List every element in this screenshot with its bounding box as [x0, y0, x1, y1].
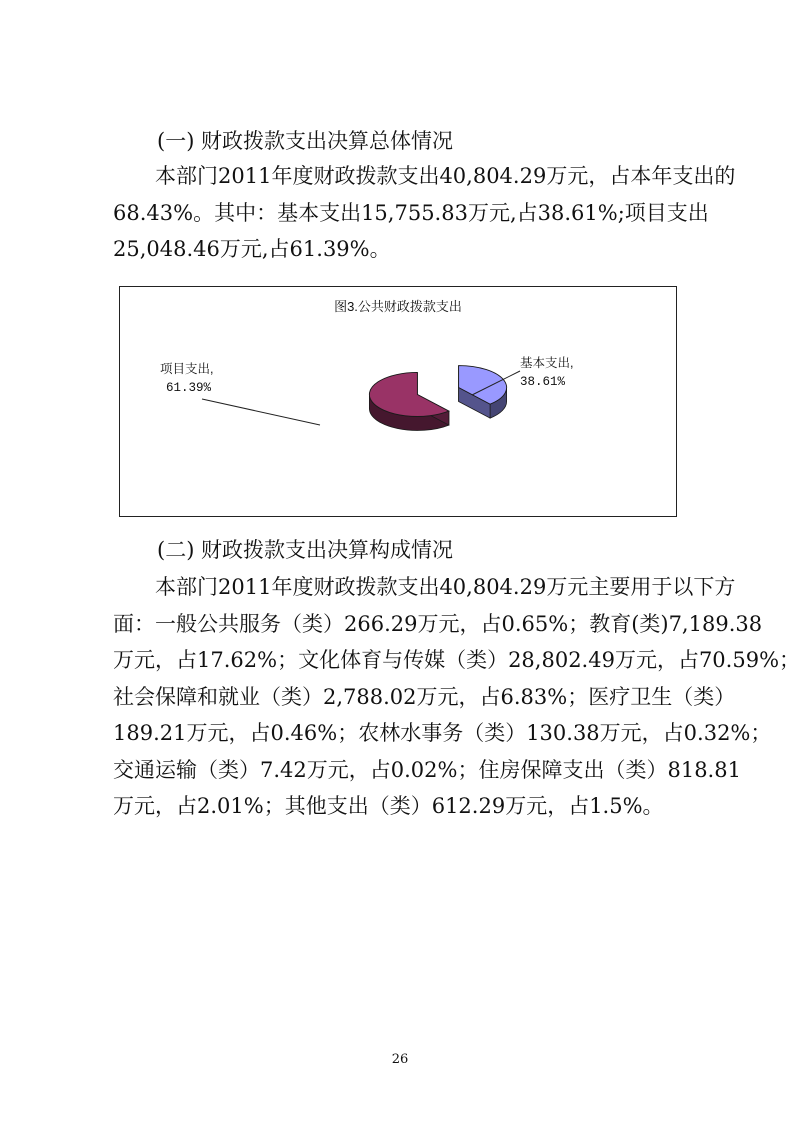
section2-paragraph [113, 569, 800, 825]
slice-value-project: 61.39% [166, 381, 212, 395]
section1-paragraph [113, 158, 736, 268]
paragraph-line: 本部门2011年度财政拨款支出40,804.29万元，占本年支出的 [155, 164, 736, 188]
paragraph-line: 社会保障和就业（类）2,788.02万元，占6.83%；医疗卫生（类） [113, 684, 736, 709]
paragraph-line: 交通运输（类）7.42万元，占0.02%；住房保障支出（类）818.81 [113, 757, 741, 782]
slice-label-project: 项目支出, [160, 362, 214, 376]
pie-slice-project [369, 372, 448, 430]
pie-slice-basic [459, 366, 507, 419]
section2-heading: (二) 财政拨款支出决算构成情况 [157, 538, 454, 562]
paragraph-line: 189.21万元，占0.46%；农林水事务（类）130.38万元，占0.32%； [113, 721, 772, 745]
slice-label-basic: 基本支出, [520, 356, 574, 370]
chart-title: 图3.公共财政拨款支出 [334, 299, 462, 314]
pie-chart [119, 286, 677, 517]
paragraph-line: 万元，占17.62%；文化体育与传媒（类）28,802.49万元，占70.59%； [113, 648, 800, 672]
chart-canvas [120, 287, 676, 516]
paragraph-line: 本部门2011年度财政拨款支出40,804.29万元主要用于以下方 [155, 575, 736, 599]
paragraph-line: 万元，占2.01%；其他支出（类）612.29万元，占1.5%。 [113, 794, 664, 818]
section1-heading: (一) 财政拨款支出决算总体情况 [157, 129, 454, 153]
paragraph-line: 68.43%。其中：基本支出15,755.83万元,占38.61%;项目支出 [113, 200, 709, 225]
paragraph-line: 25,048.46万元,占61.39%。 [113, 237, 391, 261]
paragraph-line: 面：一般公共服务（类）266.29万元，占0.65%；教育(类)7,189.38 [113, 611, 763, 636]
leader-line-project [202, 399, 320, 425]
page-number: 26 [391, 1052, 409, 1067]
slice-value-basic: 38.61% [520, 375, 566, 389]
